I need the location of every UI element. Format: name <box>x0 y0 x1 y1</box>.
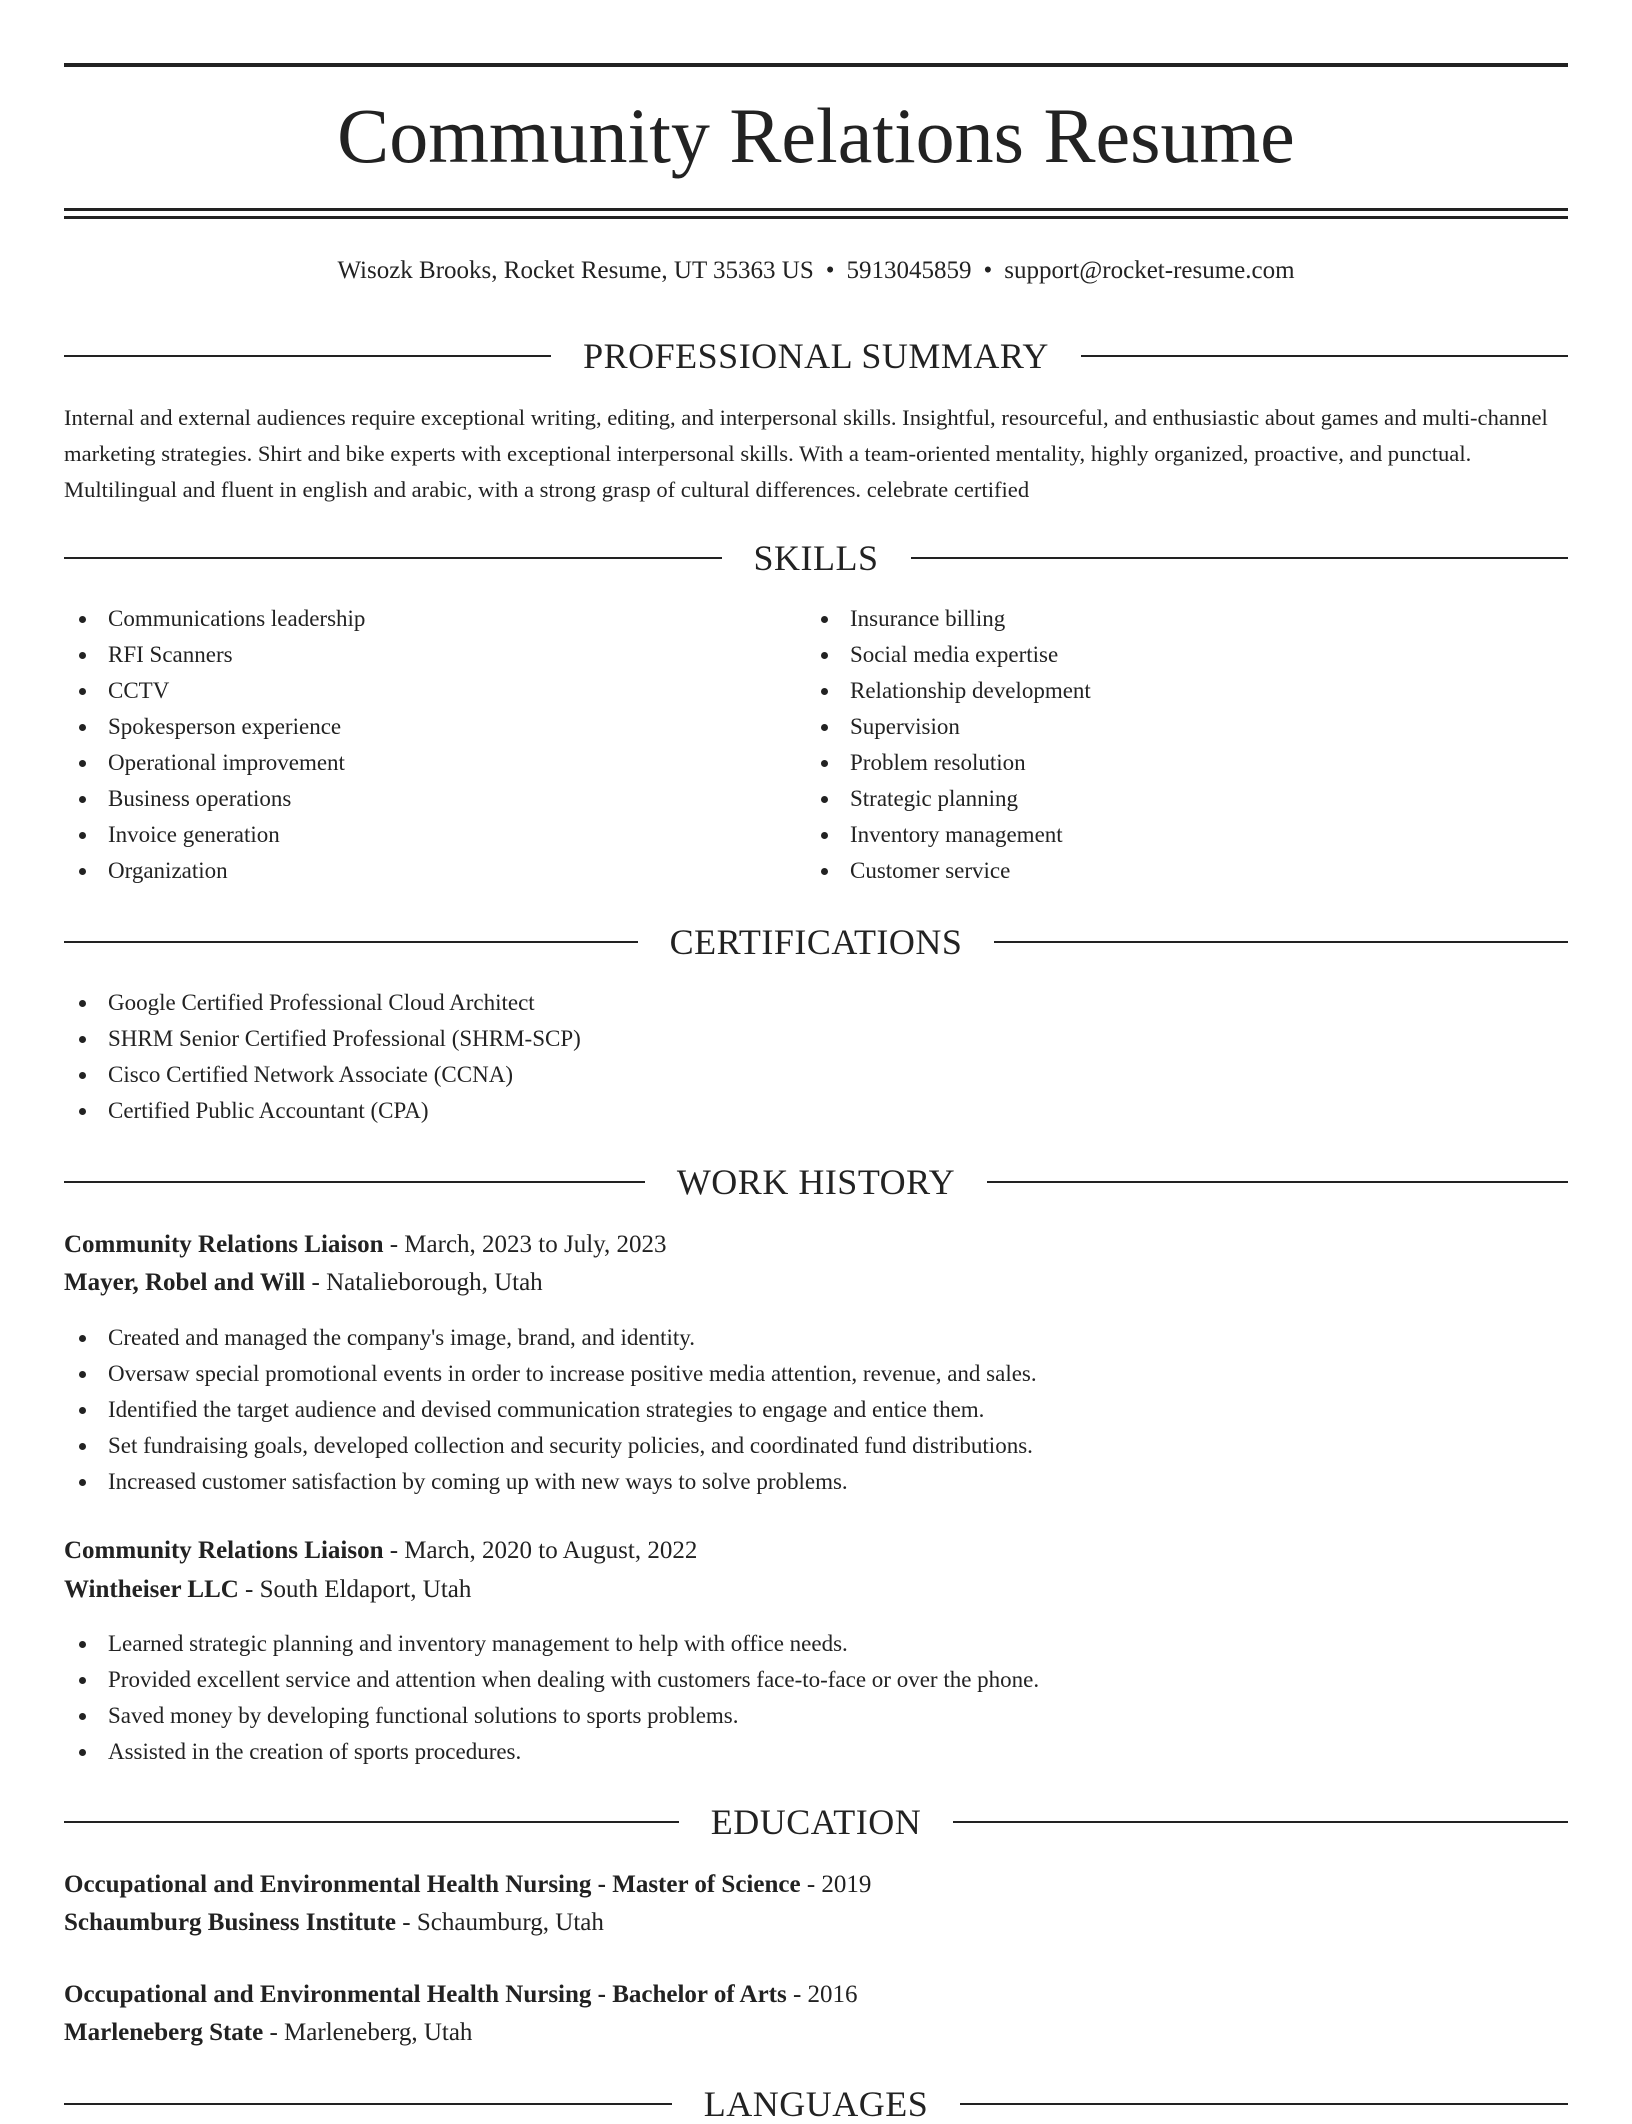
job-company-line <box>64 1571 1568 1609</box>
heading-rule <box>64 1821 679 1823</box>
heading-rule <box>64 941 638 943</box>
job-bullet: Saved money by developing functional solutions to sports problems. <box>64 1698 1039 1734</box>
skill-item: CCTV <box>64 673 365 709</box>
skill-item: Operational improvement <box>64 745 365 781</box>
title-rule-lower <box>64 216 1568 219</box>
section-heading-certifications <box>64 922 1568 962</box>
job-company: Wintheiser LLC <box>64 1576 239 1603</box>
section-heading-summary <box>64 336 1568 376</box>
job-location: - Natalieborough, Utah <box>305 1269 543 1296</box>
job-bullet: Provided excellent service and attention when dealing with customers face-to-face or over the phone. <box>64 1662 1039 1698</box>
skill-item: Relationship development <box>806 673 1091 709</box>
contact-email: support@rocket-resume.com <box>1004 257 1295 284</box>
skill-item: Business operations <box>64 781 365 817</box>
skill-item: RFI Scanners <box>64 637 365 673</box>
job-bullet: Learned strategic planning and inventory management to help with office needs. <box>64 1626 1039 1662</box>
title-rule-upper <box>64 208 1568 211</box>
summary-text: Internal and external audiences require exceptional writing, editing, and interpersonal skills. Insightful, resourceful, and enthusiastic about games and multi-channel marketing strategies. Shirt and bike experts with exceptional interpersonal skills. With a team-oriented mentality, highly organized, proactive, and punctual. Multilingual and fluent in english and arabic, with a strong grasp of cultural differences. celebrate certified <box>64 405 1548 502</box>
section-heading-skills <box>64 538 1568 578</box>
skills-list-left <box>64 601 365 889</box>
contact-address: Wisozk Brooks, Rocket Resume, UT 35363 US <box>337 257 814 284</box>
job-company-line <box>64 1264 1568 1302</box>
section-heading-label: EDUCATION <box>710 1802 922 1842</box>
job-bullet: Increased customer satisfaction by coming up with new ways to solve problems. <box>64 1464 1037 1500</box>
job-title: Community Relations Liaison <box>64 1537 384 1564</box>
heading-rule <box>994 941 1568 943</box>
section-heading-label: SKILLS <box>753 538 879 578</box>
contact-phone: 5913045859 <box>846 257 972 284</box>
education-school-line <box>64 1904 1568 1942</box>
certifications-list <box>64 985 581 1129</box>
job-bullet: Identified the target audience and devised communication strategies to engage and entice them. <box>64 1392 1037 1428</box>
section-heading-label: PROFESSIONAL SUMMARY <box>583 336 1049 376</box>
job-bullet: Oversaw special promotional events in order to increase positive media attention, revenue, and sales. <box>64 1356 1037 1392</box>
top-rule <box>64 63 1568 67</box>
job-bullets <box>64 1320 1037 1500</box>
heading-rule <box>64 1181 645 1183</box>
job-title-line <box>64 1226 1568 1264</box>
job-bullet: Assisted in the creation of sports procedures. <box>64 1734 1039 1770</box>
job-location: - South Eldaport, Utah <box>238 1576 472 1603</box>
heading-rule <box>911 557 1569 559</box>
section-heading-education <box>64 1802 1568 1842</box>
job-title-line <box>64 1532 1568 1570</box>
education-degree-line <box>64 1866 1568 1904</box>
education-degree-line <box>64 1976 1568 2014</box>
skill-item: Spokesperson experience <box>64 709 365 745</box>
section-heading-label: CERTIFICATIONS <box>669 922 963 962</box>
heading-rule <box>953 1821 1568 1823</box>
skill-item: Invoice generation <box>64 817 365 853</box>
section-heading-label: WORK HISTORY <box>676 1162 956 1202</box>
page-title: Community Relations Resume <box>337 92 1295 179</box>
certification-item: Certified Public Accountant (CPA) <box>64 1093 581 1129</box>
skill-item: Inventory management <box>806 817 1091 853</box>
education-year: - 2019 <box>800 1871 872 1898</box>
skill-item: Insurance billing <box>806 601 1091 637</box>
heading-rule <box>64 355 551 357</box>
section-heading-languages <box>64 2084 1568 2124</box>
skill-item: Customer service <box>806 853 1091 889</box>
education-year: - 2016 <box>786 1981 858 2008</box>
contact-separator: • <box>825 257 835 284</box>
heading-rule <box>960 2103 1568 2105</box>
education-location: - Marleneberg, Utah <box>263 2019 473 2046</box>
job-bullet: Created and managed the company's image, brand, and identity. <box>64 1320 1037 1356</box>
certification-item: Google Certified Professional Cloud Architect <box>64 985 581 1021</box>
certification-item: SHRM Senior Certified Professional (SHRM-SCP) <box>64 1021 581 1057</box>
education-degree: Occupational and Environmental Health Nursing - Master of Science <box>64 1871 801 1898</box>
education-degree: Occupational and Environmental Health Nursing - Bachelor of Arts <box>64 1981 787 2008</box>
skill-item: Problem resolution <box>806 745 1091 781</box>
contact-separator: • <box>983 257 993 284</box>
section-heading-work-history <box>64 1162 1568 1202</box>
job-title: Community Relations Liaison <box>64 1231 384 1258</box>
job-bullets <box>64 1626 1039 1770</box>
job-bullet: Set fundraising goals, developed collection and security policies, and coordinated fund distributions. <box>64 1428 1037 1464</box>
education-school: Schaumburg Business Institute <box>64 1909 397 1936</box>
contact-line <box>64 254 1568 288</box>
skill-item: Strategic planning <box>806 781 1091 817</box>
education-school-line <box>64 2014 1568 2052</box>
education-school: Marleneberg State <box>64 2019 264 2046</box>
job-dates: - March, 2023 to July, 2023 <box>383 1231 667 1258</box>
heading-rule <box>987 1181 1568 1183</box>
job-company: Mayer, Robel and Will <box>64 1269 306 1296</box>
skill-item: Supervision <box>806 709 1091 745</box>
skills-list-right <box>806 601 1091 889</box>
certification-item: Cisco Certified Network Associate (CCNA) <box>64 1057 581 1093</box>
heading-rule <box>1081 355 1568 357</box>
job-dates: - March, 2020 to August, 2022 <box>383 1537 698 1564</box>
heading-rule <box>64 557 722 559</box>
skill-item: Communications leadership <box>64 601 365 637</box>
skill-item: Organization <box>64 853 365 889</box>
section-heading-label: LANGUAGES <box>703 2084 929 2124</box>
education-location: - Schaumburg, Utah <box>396 1909 604 1936</box>
heading-rule <box>64 2103 672 2105</box>
skill-item: Social media expertise <box>806 637 1091 673</box>
